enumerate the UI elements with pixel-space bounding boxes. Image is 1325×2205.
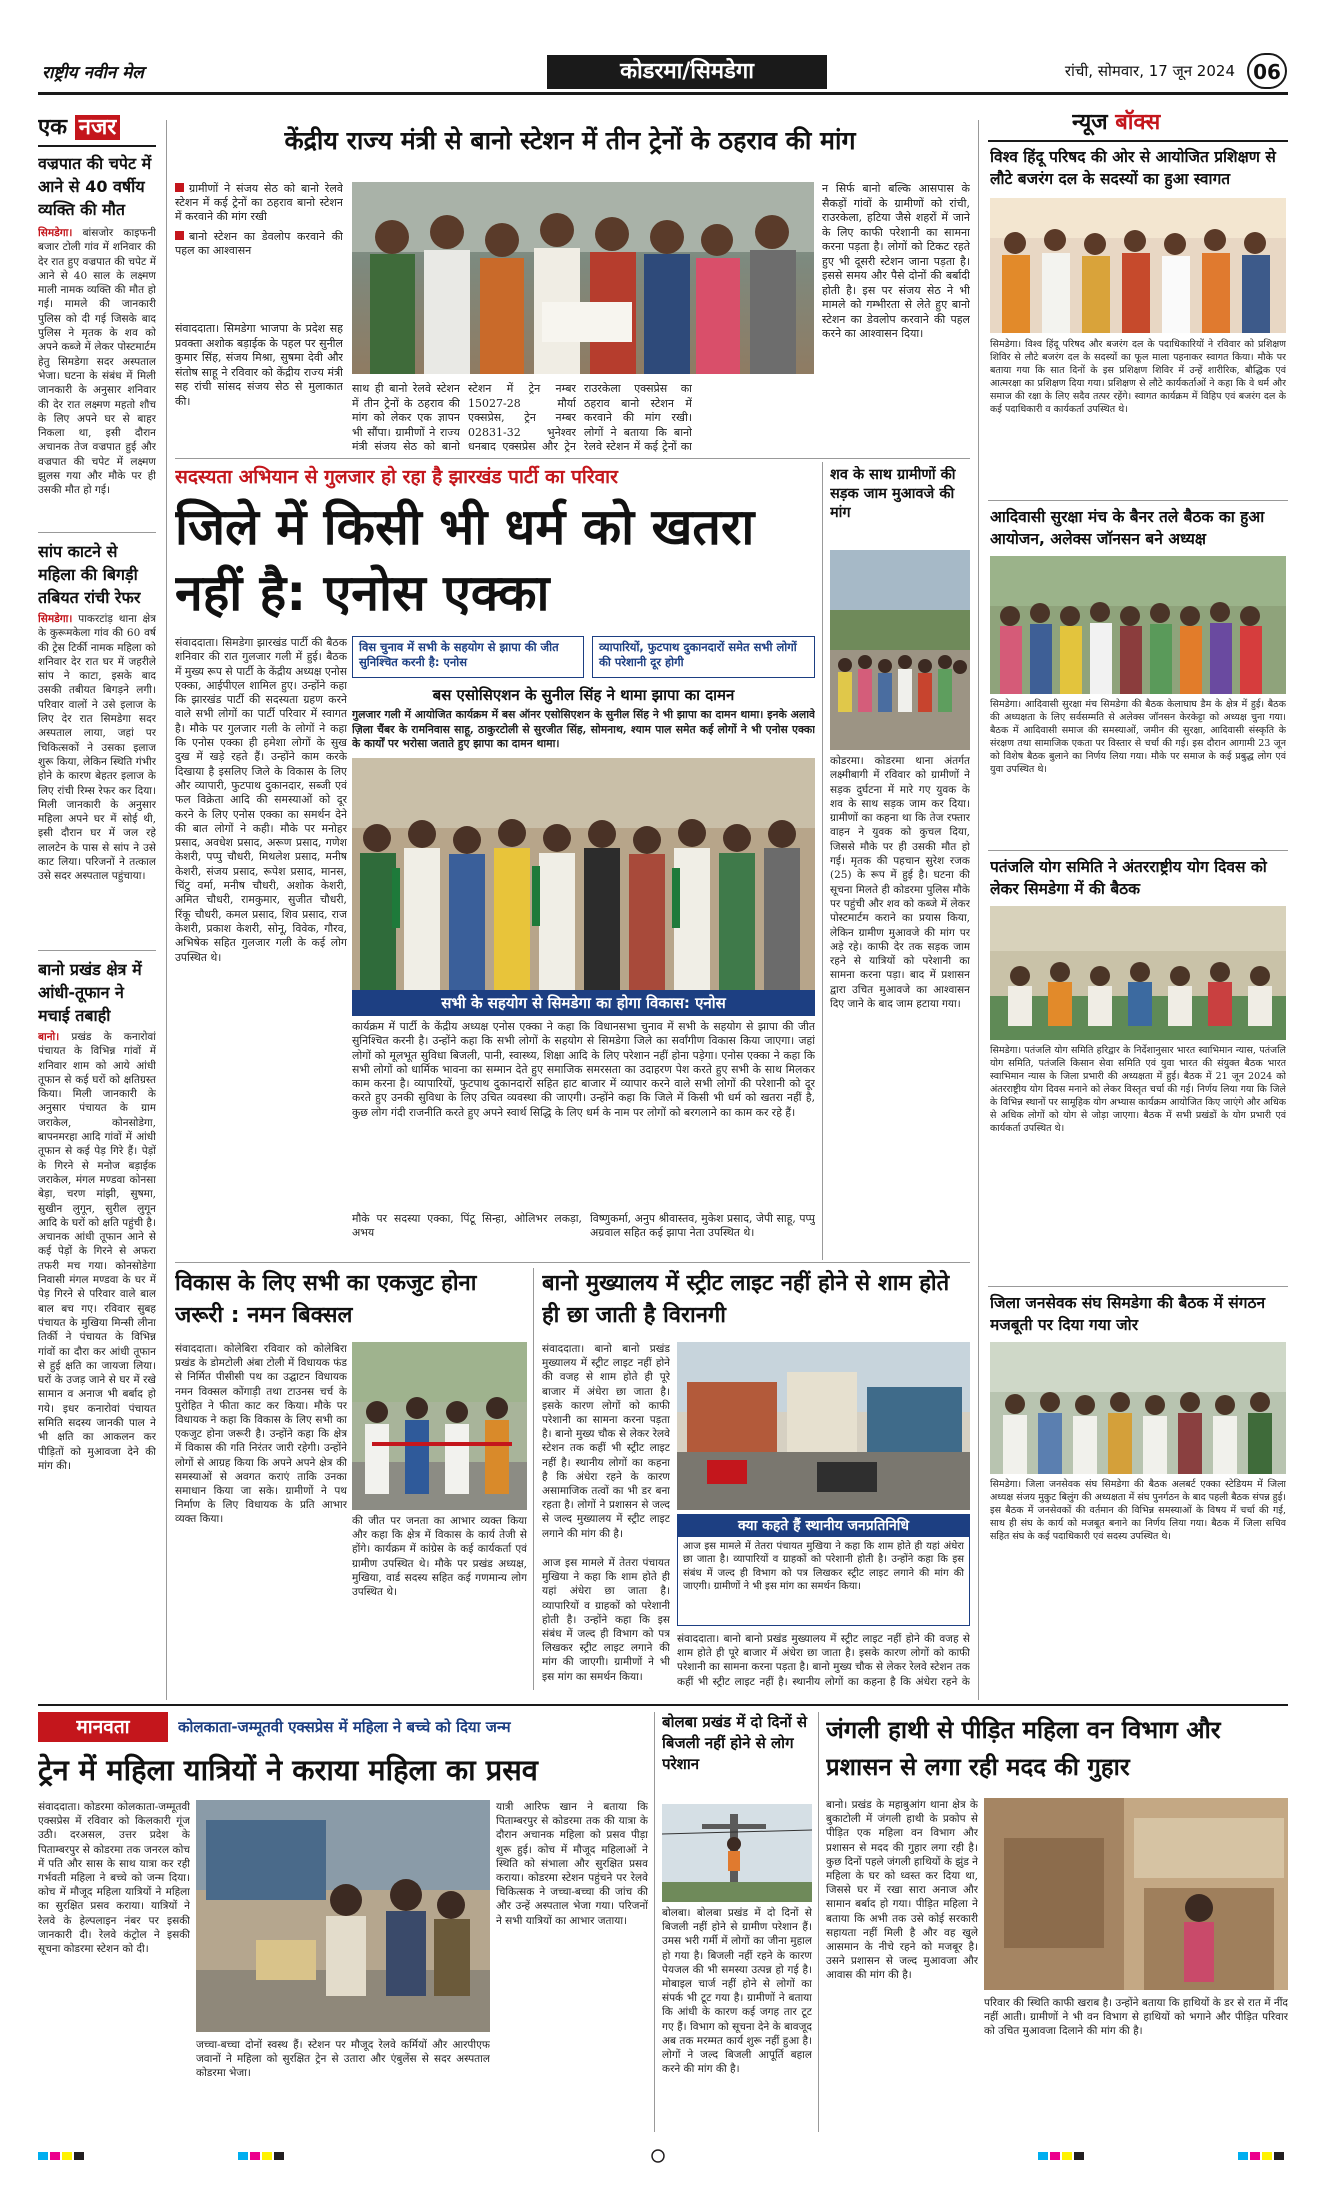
- brief-headline: वज्रपात की चपेट में आने से 40 वर्षीय व्यक्ति की मौत: [38, 154, 152, 219]
- patanjali-headline: पतंजलि योग समिति ने अंतरराष्ट्रीय योग दिवस को लेकर सिमडेगा में की बैठक: [990, 858, 1267, 898]
- vikas-headline: विकास के लिए सभी का एकजुट होना जरूरी : नमन बिक्सल: [175, 1271, 477, 1328]
- train-body-col5: न सिर्फ बानो बल्कि आसपास के सैकड़ों गांवों के ग्रामीणों को रांची, राउरकेला, हटिया जैसे शहरों में जाने के लिए काफी परेशानी का सामना करना पड़ता है। लोगों को टिकट रहते हुए भी दूसरी स्टेशन जाना पड़ता है। इससे समय और पैसे दोनों की बर्बादी होती है। इस पर संजय सेठ ने भी मामले को गम्भीरता से लेते हुए बानो स्टेशन का डेवलोप करवाने की पहल करने का आश्वासन दिया।: [822, 182, 970, 340]
- damaged-house-photo-icon: [984, 1798, 1288, 1990]
- masthead-logo: राष्ट्रीय नवीन मेल: [42, 63, 144, 83]
- manavta-kicker: कोलकाता-जम्मूतवी एक्सप्रेस में महिला ने बच्चे को दिया जन्म: [178, 1718, 511, 1736]
- bano-headline: बानो मुख्यालय में स्ट्रीट लाइट नहीं होने से शाम होते ही छा जाती है विरानगी: [542, 1271, 950, 1328]
- vikas-body-2: की जीत पर जनता का आभार व्यक्त किया और कहा कि क्षेत्र में विकास के कार्य तेजी से होंगे। कार्यक्रम में कांग्रेस के कई कार्यकर्ता एवं ग्रामीण उपस्थित थे। मौके पर प्रखंड अध्यक्ष, मुखिया, वार्ड सदस्य सहित कई गणमान्य लोग उपस्थित थे।: [352, 1515, 527, 1599]
- bullet-text: बानो स्टेशन का डेवलोप करवाने की पहल का आश्वासन: [175, 230, 343, 257]
- vhp-body: सिमडेगा। विश्व हिंदू परिषद और बजरंग दल के पदाधिकारियों ने रविवार को प्रशिक्षण शिविर से लौटे बजरंग दल के सदस्यों का फूल माला पहनाकर स्वागत किया। मौके पर बताया गया कि सात दिनों के इस प्रशिक्षण शिविर में उन्हें शारीरिक, बौद्धिक एवं आत्मरक्षा का प्रशिक्षण दिया गया। प्रशिक्षण से लौटे कार्यकर्ताओं ने कहा कि वे धर्म और समाज की रक्षा के लिए सदैव तत्पर रहेंगे। स्वागत कार्यक्रम में विहिप एवं बजरंग दल के कई पदाधिकारी व कार्यकर्ता उपस्थित थे।: [990, 339, 1286, 415]
- news-box-label-a: न्यूज: [1072, 110, 1108, 135]
- ek-nazar-column: [38, 112, 158, 1702]
- jkp-callout-left: विस चुनाव में सभी के सहयोग से झापा की जीत सुनिश्चित करनी है: एनोस: [352, 636, 584, 678]
- manavta-caption-body: जच्चा-बच्चा दोनों स्वस्थ हैं। स्टेशन पर मौजूद रेलवे कर्मियों और आरपीएफ जवानों ने महिला को सुरक्षित ट्रेन से उतारा और एंबुलेंस से सदर अस्पताल कोडरमा भेजा।: [196, 2039, 490, 2080]
- manavta-body: संवाददाता। कोडरमा कोलकाता-जम्मूतवी एक्सप्रेस में रविवार को किलकारी गूंज उठी। दरअसल, उत्तर प्रदेश के पिताम्बरपुर से कोडरमा तक जनरल कोच में पति और सास के साथ यात्रा कर रही गर्भवती महिला ने बच्चे को जन्म दिया। कोच में मौजूद महिला यात्रियों ने महिला का सुरक्षित प्रसव कराया। यात्रियों ने रेलवे के हेल्पलाइन नंबर पर इसकी जानकारी दी। रेलवे कंट्रोल ने इसकी सूचना कोडरमा स्टेशन को दी।: [38, 1801, 190, 1956]
- jkp-bottom-body: कार्यक्रम में पार्टी के केंद्रीय अध्यक्ष एनोस एक्का ने कहा कि विधानसभा चुनाव में सभी के सहयोग से झापा की जीत सुनिश्चित करनी है। उन्होंने कहा कि सभी लोगों के सहयोग से सिमडेगा जिले का सर्वांगीण विकास किया जाएगा। जहां लोगों को मूलभूत सुविधा बिजली, पानी, स्वास्थ्य, शिक्षा आदि के लिए परेशान नहीं होना पड़ेगा। एनोस एक्का ने कहा कि सभी लोगों को धार्मिक भावना का सम्मान देते हुए समाजिक समरसता का उदाहरण पेश करते हुए सभी के साथ मिलकर काम करना है। व्यापारियों, फुटपाथ दुकानदारों सहित हाट बाजार में व्यापार करने वाले सभी लोगों की परेशानी को दूर करते हुए उनकी सुविधा के लिए उचित व्यवस्था की जाएगी। उन्होंने कहा कि जिले में किसी भी धर्म को खतरा नहीं है, कुछ लोग गंदी राजनीति करते हुए अपने स्वार्थ सिद्धि के लिए धर्म के नाम पर लोगों को बरगलाने का काम कर रहे हैं।: [352, 1020, 815, 1119]
- brief-headline: सांप काटने से महिला की बिगड़ी तबियत रांची रेफर: [38, 542, 141, 607]
- bano-body: संवाददाता। बानो बानो प्रखंड मुख्यालय में स्ट्रीट लाइट नहीं होने की वजह से शाम होते ही पूरे बाजार में अंधेरा छा जाता है। इसके कारण लोगों को काफी परेशानी का सामना करना पड़ता है। बानो मुख्य चौक से लेकर रेलवे स्टेशन तक कहीं भी स्ट्रीट लाइट नहीं है। स्थानीय लोगों का कहना है कि अंधेरा रहने के कारण असामाजिक तत्वों का भी डर बना रहता है। लोगों ने प्रशासन से जल्द से जल्द मुख्यालय में स्ट्रीट लाइट लगाने की मांग की है।: [542, 1343, 670, 1540]
- hathi-headline: जंगली हाथी से पीड़ित महिला वन विभाग और प्रशासन से लगा रही मदद की गुहार: [826, 1716, 1221, 1781]
- jkp-bottom-tail: मौके पर सदस्या एक्का, पिंटू सिन्हा, ओलिभर लकड़ा, अभय: [352, 1212, 582, 1240]
- zila-body: सिमडेगा। जिला जनसेवक संघ सिमडेगा की बैठक अलबर्ट एक्का स्टेडियम में जिला अध्यक्ष संजय मुकुट बिलुंग की अध्यक्षता में संघ पुनर्गठन के बाद पहली बैठक संपन्न हुई। इस बैठक में जनसेवकों की वर्तमान की विभिन्न समस्याओं के विषय में चर्चा की गई, साथ ही संघ के कार्य को मजबूत बनाने का निर्णय लिया गया। बैठक में जिला सचिव सहित संघ के कई पदाधिकारी एवं सदस्य उपस्थित थे।: [990, 1479, 1286, 1542]
- bolba-photo: [662, 1804, 812, 1902]
- section-title: कोडरमा/सिमडेगा: [547, 55, 827, 89]
- manavta-label: मानवता: [38, 1712, 168, 1742]
- meeting-photo-icon: [990, 556, 1286, 694]
- masthead: [0, 0, 1325, 112]
- people-photo-icon: [352, 182, 814, 374]
- bano-local-box: [677, 1514, 970, 1626]
- vhp-headline: विश्व हिंदू परिषद की ओर से आयोजित प्रशिक्षण से लौटे बजरंग दल के सदस्यों का हुआ स्वागत: [990, 148, 1276, 188]
- train-bullets: [175, 182, 343, 317]
- train-body-col1: संवाददाता। सिमडेगा भाजपा के प्रदेश सह प्रवक्ता अशोक बड़ाईक के पहल पर सुनील कुमार सिंह, संजय मिश्रा, सुषमा देवी और संतोष साहू ने रविवार को केंद्रीय राज्य मंत्री सह रांची सांसद संजय सेठ से मुलाकात की।: [175, 322, 343, 408]
- brief-body: बानो। प्रखंड के कनारोवां पंचायत के विभिन्न गांवों में शनिवार शाम को आये आंधी तूफान से कई घरों को क्षतिग्रस्त किया। मिली जानकारी के अनुसार पंचायत के ग्राम जराकेल, कोनसोडेगा, बापनमरहा आदि गांवों में आंधी तूफान से कई पेड़ गिरे हैं। पेड़ों के गिरने से मनोज बड़ाईक जराकेल, मंगल मण्डवा कोनसा बेड़ा, चरण मांझी, सुषमा, सुखीन लुगून, सुरील लुगून आदि के घरों को क्षति पहुंची है। अचानक आंधी तूफान आने से कई पेड़ों के गिरने से अफरा तफरी मच गया। कोनसोडेगा निवासी मंगल मण्डवा के घर में पेड़ गिरने से परिवार वाले बाल बाल बच गए। रविवार सुबह पंचायत के मुखिया मिन्सी लीना तिर्की ने पंचायत के विभिन्न गांवों का दौरा कर आंधी तूफान से हुई क्षति का जायजा लिया। घरों के उजड़ जाने से घर में रखे सामान व अनाज भी बर्बाद हो गये। इधर कनारोवां पंचायत समिति सदस्य जानकी पाल ने भी क्षति का आकलन कर पीड़ितों को मुआवजा देने की मांग की।: [38, 1031, 156, 1472]
- association-photo-icon: [990, 1342, 1286, 1474]
- jkp-photo-caption: सभी के सहयोग से सिमडेगा का होगा विकास: एनोस: [352, 990, 815, 1016]
- brief-body: सिमडेगा। बांसजोर काइफनी बजार टोली गांव में शनिवार की देर रात हुए वज्रपात की चपेट में आने से 40 साल के लक्ष्मण माली नामक व्यक्ति की मौत हो गई। मामले की जानकारी पुलिस को दी गई जिसके बाद पुलिस ने मृतक के शव को अपने कब्जे में लेकर पोस्टमार्टम हेतु सिमडेगा सदर अस्पताल भेजा। घटना के संबंध में मिली जानकारी के अनुसार शनिवार की देर रात लक्ष्मण महतो शौच के लिए अपने घर से बाहर निकला था, इसी दौरान अचानक तेज वज्रपात हुई और वज्रपात की चपेट में लक्ष्मण झुलस गया और मौके पर ही उसकी मौत हो गई।: [38, 227, 156, 497]
- adivasi-photo: [990, 556, 1286, 694]
- footer-color-bar: [38, 2148, 1288, 2164]
- jkp-kicker: सदस्यता अभियान से गुलजार हो रहा है झारखंड पार्टी का परिवार: [175, 466, 618, 488]
- patanjali-body: सिमडेगा। पतंजलि योग समिति हरिद्वार के निर्देशानुसार भारत स्वाभिमान न्यास, पतंजलि योग समिति, पतंजलि किसान सेवा समिति एवं युवा भारत की संयुक्त बैठक भारत स्वाभिमान न्यास के जिला प्रभारी की अध्यक्षता में हुई। बैठक में 21 जून 2024 को अंतरराष्ट्रीय योग दिवस मनाने को लेकर विस्तृत चर्चा की गई। निर्णय लिया गया कि जिले के विभिन्न स्थानों पर सामूहिक योग अभ्यास कार्यक्रम आयोजित किए जाएंगे और अधिक से अधिक लोगों को योग से जोड़ा जाएगा। बैठक में सभी प्रखंडों के योग प्रभारी एवं कार्यकर्ता उपस्थित थे।: [990, 1045, 1286, 1134]
- bullet-icon: [175, 183, 184, 192]
- hathi-body: बानो। प्रखंड के महाबुआंग थाना क्षेत्र के बुकाटोली में जंगली हाथी के प्रकोप से पीड़ित एक महिला वन विभाग और प्रशासन से मदद की गुहार लगा रही है। कुछ दिनों पहले जंगली हाथियों के झुंड ने महिला के घर को ध्वस्त कर दिया था, जिससे घर में रखा सारा अनाज और सामान बर्बाद हो गया। पीड़ित महिला ने बताया कि अभी तक उसे कोई सरकारी सहायता नहीं मिली है और वह खुले आसमान के नीचे रहने को मजबूर है। उसने प्रशासन से जल्द मुआवजा और आवास की मांग की है।: [826, 1799, 978, 1982]
- bano-photo: [677, 1342, 970, 1510]
- train-body-col4: राउरकेला एक्सप्रेस का ठहराव बानो स्टेशन में करवाने की मांग रखी। लोगों ने बताया कि बानो रेलवे स्टेशन में कई ट्रेनों का: [584, 382, 692, 453]
- page-number: 06: [1247, 53, 1287, 89]
- shav-headline: शव के साथ ग्रामीणों की सड़क जाम मुआवजे की मांग: [830, 467, 956, 521]
- vikas-photo: [352, 1342, 527, 1510]
- train-photo: [352, 182, 814, 374]
- zila-headline: जिला जनसेवक संघ सिमडेगा की बैठक में संगठन मजबूती पर दिया गया जोर: [990, 1294, 1266, 1334]
- electric-pole-photo-icon: [662, 1804, 812, 1902]
- yoga-meeting-photo-icon: [990, 906, 1286, 1040]
- party-rally-photo-icon: [352, 758, 815, 990]
- adivasi-body: सिमडेगा। आदिवासी सुरक्षा मंच सिमडेगा की बैठक केलाघाघ डैम के क्षेत्र में हुई। बैठक की अध्यक्षता के लिए सर्वसम्मति से अलेक्स जॉनसन केरकेट्टा को अध्यक्ष चुना गया। बैठक में आदिवासी समाज की समस्याओं, जमीन की सुरक्षा, आदिवासी संस्कृति के संरक्षण तथा सामाजिक एकता पर विस्तार से चर्चा की गई। इस दौरान आगामी 23 जून को विशेष बैठक बुलाने का निर्णय लिया गया। मौके पर समाज के कई प्रबुद्ध लोग एवं युवा उपस्थित थे।: [990, 699, 1286, 775]
- bano-bottom: संवाददाता। बानो बानो प्रखंड मुख्यालय में स्ट्रीट लाइट नहीं होने की वजह से शाम होते ही पूरे बाजार में अंधेरा छा जाता है। इसके कारण लोगों को काफी परेशानी का सामना करना पड़ता है। बानो मुख्य चौक से लेकर रेलवे स्टेशन तक कहीं भी स्ट्रीट लाइट नहीं है। स्थानीय लोगों का कहना है कि अंधेरा रहने के: [677, 1633, 970, 1688]
- manavta-right-body: यात्री आरिफ खान ने बताया कि पिताम्बरपुर से कोडरमा तक की यात्रा के दौरान अचानक महिला को प्रसव पीड़ा शुरू हुई। कोच में मौजूद महिलाओं ने स्थिति को संभाला और सुरक्षित प्रसव कराया। कोडरमा स्टेशन पहुंचने पर रेलवे चिकित्सक ने जच्चा-बच्चा की जांच की और उन्हें अस्पताल भेजा गया। परिजनों ने सभी यात्रियों का आभार जताया।: [496, 1801, 648, 1927]
- adivasi-headline: आदिवासी सुरक्षा मंच के बैनर तले बैठक का हुआ आयोजन, अलेक्स जॉनसन बने अध्यक्ष: [990, 508, 1265, 548]
- vhp-photo: [990, 198, 1286, 333]
- market-street-photo-icon: [677, 1342, 970, 1510]
- ek-nazar-label: [38, 112, 158, 144]
- brief-body: सिमडेगा। पाकरटांड़ थाना क्षेत्र के कुरूमकेला गांव की 60 वर्ष की ट्रेस टिर्की नामक महिला को शनिवार देर रात घर में जहरीले सांप ने काटा, इसके बाद उसकी तबीयत बिगड़ने लगी। परिवार वालों ने उसे इलाज के लिए देर रात सिमडेगा सदर अस्पताल लाया, जहां पर चिकित्सकों ने उसका इलाज शुरू किया, लेकिन स्थिति गंभीर होने के कारण बेहतर इलाज के लिए रांची रिम्स रेफर कर दिया। मिली जानकारी के अनुसार महिला अपने घर में सोई थी, इसी दौरान घर में जल रहे लालटेन के पास से सांप ने उसे काट लिया। परिजनों ने तत्काल उसे सदर अस्पताल पहुंचाया।: [38, 613, 156, 883]
- vikas-body: संवाददाता। कोलेबिरा रविवार को कोलेबिरा प्रखंड के डोमटोली अंबा टोली में विधायक फंड से निर्मित पीसीसी पथ का उद्घाटन विधायक नमन विक्सल कोंगाड़ी तथा टाउनस चर्च के पुरोहित ने फीता काट कर किया। मौके पर विधायक ने कहा कि विकास के लिए सभी का एकजुट होना जरूरी है। उन्होंने कहा कि क्षेत्र में विकास की गति निरंतर जारी रहेगी। उन्होंने लोगों से आग्रह किया कि अपने अपने क्षेत्र की समस्याओं से अवगत कराएं ताकि उनका समाधान किया जा सके। ग्रामीणों ने पथ निर्माण के लिए विधायक के प्रति आभार व्यक्त किया।: [175, 1343, 347, 1526]
- bullet-text: ग्रामीणों ने संजय सेठ को बानो रेलवे स्टेशन में कई ट्रेनों का ठहराव बानो स्टेशन में करवाने की मांग रखी: [175, 182, 343, 223]
- road-blockade-photo-icon: [830, 550, 970, 750]
- hathi-photo: [984, 1798, 1288, 1990]
- train-body-col2: साथ ही बानो रेलवे स्टेशन में तीन ट्रेनों के ठहराव की मांग को लेकर एक ज्ञापन भी सौंपा। ग्रामीणों ने राज्य मंत्री संजय सेठ को बानो: [352, 382, 460, 453]
- bano-box-title: क्या कहते हैं स्थानीय जनप्रतिनिधि: [678, 1515, 969, 1537]
- patanjali-photo: [990, 906, 1286, 1040]
- hathi-body-2: परिवार की स्थिति काफी खराब है। उन्होंने बताया कि हाथियों के डर से रात में नींद नहीं आती। ग्रामीणों ने भी वन विभाग से हाथियों को भगाने और पीड़ित परिवार को उचित मुआवजा दिलाने की मांग की है।: [984, 1997, 1288, 2038]
- shav-body: कोडरमा। कोडरमा थाना अंतर्गत लक्ष्मीबागी में रविवार को ग्रामीणों ने सड़क दुर्घटना में मारे गए युवक के शव के साथ सड़क जाम कर दिया। ग्रामीणों का कहना था कि तेज रफ्तार वाहन ने युवक को कुचल दिया, जिससे मौके पर ही उसकी मौत हो गई। मृतक की पहचान सुरेश रजक (25) के रूप में हुई है। घटना की सूचना मिलते ही कोडरमा पुलिस मौके पर पहुंची और शव को कब्जे में लेकर पोस्टमार्टम कराने का प्रयास किया, लेकिन ग्रामीण मुआवजे की मांग पर अड़े रहे। काफी देर तक सड़क जाम रहने से यात्रियों को परेशानी का सामना करना पड़ा। बाद में प्रशासन द्वारा उचित मुआवजे का आश्वासन दिए जाने के बाद जाम हटाया गया।: [830, 755, 970, 1011]
- railway-platform-photo-icon: [196, 1800, 490, 2032]
- bolba-body: बोलबा। बोलबा प्रखंड में दो दिनों से बिजली नहीं होने से ग्रामीण परेशान हैं। उमस भरी गर्मी में लोगों का जीना मुहाल हो गया है। बिजली नहीं रहने के कारण पेयजल की भी समस्या उत्पन्न हो गई है। मोबाइल चार्ज नहीं होने से लोगों का संपर्क भी टूट गया है। ग्रामीणों ने बताया कि आंधी के कारण कई जगह तार टूट गए हैं। विभाग को सूचना देने के बावजूद अब तक मरम्मत कार्य शुरू नहीं हुआ है। लोगों ने जल्द बिजली आपूर्ति बहाल करने की मांग की है।: [662, 1907, 812, 2076]
- ek-nazar-label-b: नजर: [75, 115, 121, 140]
- bolba-headline: बोलबा प्रखंड में दो दिनों से बिजली नहीं होने से लोग परेशान: [662, 1713, 808, 1773]
- train-headline: केंद्रीय राज्य मंत्री से बानो स्टेशन में तीन ट्रेनों के ठहराव की मांग: [284, 126, 856, 155]
- news-box-label-b: बॉक्स: [1115, 110, 1161, 135]
- group-photo-icon: [990, 198, 1286, 333]
- news-box-label: [1072, 108, 1292, 138]
- jkp-headline: जिले में किसी भी धर्म को खतरा नहीं है: एनोस एक्का: [175, 498, 755, 622]
- jkp-bottom-right: विष्णुकर्मा, अनुप श्रीवास्तव, मुकेश प्रसाद, जेपी साहू, पप्पु अग्रवाल सहित कई झापा नेता उपस्थित थे।: [590, 1212, 815, 1240]
- bullet-icon: [175, 231, 184, 240]
- jkp-sub-body: गुलजार गली में आयोजित कार्यक्रम में बस ऑनर एसोसिएशन के सुनील सिंह ने भी झापा का दामन थामा। इनके अलावे ज़िला चैंबर के रामनिवास साहू, ठाकुरटोली से सुरजीत सिंह, सोमनाथ, श्याम पाल समेत कई लोगों ने भी एनोस एक्का के कार्यों पर भरोसा जताते हुए झापा का दामन थामा।: [352, 708, 815, 750]
- bano-body-tail: आज इस मामले में तेतरा पंचायत मुखिया ने कहा कि शाम होते ही यहां अंधेरा छा जाता है। व्यापारियों व ग्राहकों को परेशानी होती है। उन्होंने कहा कि इस संबंध में जल्द ही विभाग को पत्र लिखकर स्ट्रीट लाइट लगाने की मांग की जाएगी। ग्रामीणों ने भी इस मांग का समर्थन किया।: [542, 1557, 670, 1683]
- train-body-col3: स्टेशन में ट्रेन नम्बर 15027-28 मौर्या एक्सप्रेस, ट्रेन नम्बर 02831-32 भुनेश्वर धनबाद एक्सप्रेस और ट्रेन: [468, 382, 576, 453]
- shav-photo: [830, 550, 970, 750]
- inauguration-photo-icon: [352, 1342, 527, 1510]
- jkp-photo: [352, 758, 815, 990]
- registration-marks-icon: [38, 2148, 1288, 2164]
- brief-headline: बानो प्रखंड क्षेत्र में आंधी-तूफान ने मचाई तबाही: [38, 960, 142, 1025]
- ek-nazar-label-a: एक: [38, 115, 68, 140]
- zila-photo: [990, 1342, 1286, 1474]
- manavta-headline: ट्रेन में महिला यात्रियों ने कराया महिला का प्रसव: [38, 1753, 538, 1787]
- masthead-date: रांची, सोमवार, 17 जून 2024: [1064, 62, 1235, 80]
- jkp-subhead: बस एसोसिएशन के सुनील सिंह ने थामा झापा का दामन: [432, 686, 735, 704]
- manavta-photo: [196, 1800, 490, 2032]
- jkp-left-column: संवाददाता। सिमडेगा झारखंड पार्टी की बैठक शनिवार की रात गुलजार गली में हुई। बैठक में मुख्य रूप से पार्टी के केंद्रीय अध्यक्ष एनोस एक्का, आईपीएल शामिल हुए। उन्होंने कहा कि झारखंड पार्टी की सदस्यता ग्रहण करने वाले सभी लोगों का पार्टी परिवार में स्वागत है। मौके पर गुलजार गली के लोगों ने कहा कि एनोस एक्का ही हमेशा लोगों के सुख दुख में खड़े रहते हैं। उन्होंने काम करके दिखाया है इसलिए जिले के विकास के लिए और व्यापारी, फुटपाथ दुकानदार, सब्जी एवं फल विक्रेता आदि की समस्याओं को दूर करने के लिए एनोस एक्का का समर्थन देने की बात लोगों ने कही। मौके पर मनोहर प्रसाद, अवधेश प्रसाद, अरूण प्रसाद, गणेश केशरी, पप्पु चौधरी, मिथलेश प्रसाद, मनीष केशरी, संजय प्रसाद, रूपेश प्रसाद, मानस, चिंटु वर्मा, मनीष चौधरी, अशोक केशरी, अमित चौधरी, रामकुमार, सुजीत चौधरी, रिंकू चौधरी, कमल प्रसाद, शिव प्रसाद, राज केशरी, प्रकाश केशरी, सोनू, विवेक, गौरव, अभिषेक सहित गुलजार गली के कई लोग उपस्थित थे।: [175, 636, 347, 964]
- bano-box-body: आज इस मामले में तेतरा पंचायत मुखिया ने कहा कि शाम होते ही यहां अंधेरा छा जाता है। व्यापारियों व ग्राहकों को परेशानी होती है। उन्होंने कहा कि इस संबंध में जल्द ही विभाग को पत्र लिखकर स्ट्रीट लाइट लगाने की मांग की जाएगी। ग्रामीणों ने भी इस मांग का समर्थन किया।: [683, 1541, 964, 1593]
- jkp-callout-right: व्यापारियों, फुटपाथ दुकानदारों समेत सभी लोगों की परेशानी दूर होगी: [592, 636, 815, 678]
